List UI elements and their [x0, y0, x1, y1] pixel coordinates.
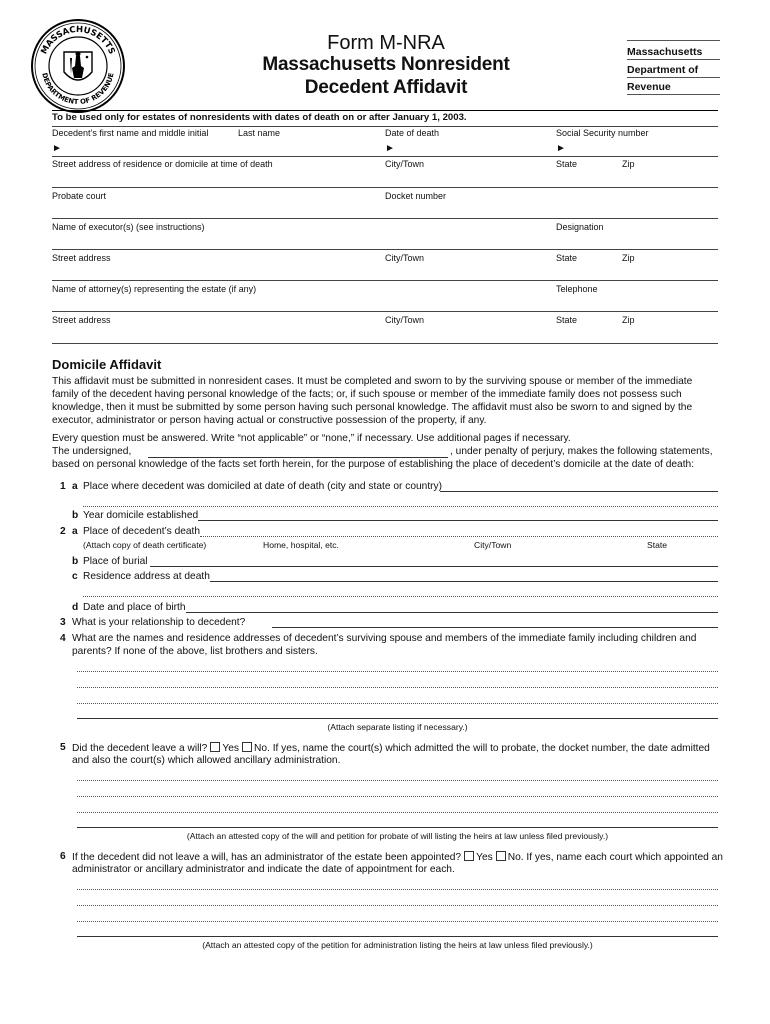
probate-court-label: Probate court	[52, 191, 107, 201]
state-label: State	[556, 159, 578, 169]
svg-text:DEPARTMENT OF REVENUE: DEPARTMENT OF REVENUE	[40, 71, 116, 107]
attorneys-label: Name of attorney(s) representing the estate (if any)	[52, 284, 257, 294]
dept-rule-top	[627, 40, 720, 41]
docket-number-label: Docket number	[385, 191, 447, 201]
header-rule	[52, 110, 718, 111]
arrow-icon: ►	[385, 143, 395, 154]
q5-label: Did the decedent leave a will?	[72, 743, 208, 754]
dept-rule-2	[627, 77, 720, 78]
street-residence-label: Street address of residence or domicile at time of death	[52, 159, 273, 169]
residence-input-line[interactable]	[52, 187, 718, 188]
q6-followup: If yes, name each court which appointed an	[526, 852, 723, 863]
designation-label: Designation	[556, 222, 604, 232]
zip-label: Zip	[622, 315, 635, 325]
question-number: 6	[60, 851, 66, 862]
probate-input-line[interactable]	[52, 218, 718, 219]
svg-text:MASSACHUSETTS: MASSACHUSETTS	[39, 24, 117, 56]
question-letter: a	[72, 526, 78, 537]
q5-followup: If yes, name the court(s) which admitted the will to probate, the docket number, the date admitted	[272, 743, 710, 754]
dept-name-line3: Revenue	[627, 81, 671, 93]
q4-answer-line[interactable]	[77, 687, 718, 688]
question-letter: d	[72, 602, 79, 613]
question-letter: b	[72, 556, 79, 567]
q4-label-line1: What are the names and residence addresses of decedent’s surviving spouse and members of the immediate family including children and	[72, 633, 697, 644]
instructions-text: Every question must be answered. Write “not applicable” or “none,” if necessary. Use additional pages if necessary.	[52, 433, 571, 444]
q5-answer-line[interactable]	[77, 827, 718, 828]
q2a-label: Place of decedent’s death	[83, 526, 201, 537]
first-name-label: Decedent’s first name and middle initial	[52, 128, 209, 138]
purpose-text: based on personal knowledge of the facts set forth herein, for the purpose of establishing the place of decedent’s domicile at the date of death:	[52, 459, 695, 470]
q1b-input[interactable]	[198, 520, 718, 521]
form-title-line1: Massachusetts Nonresident	[262, 54, 510, 75]
q5-line1	[72, 742, 710, 754]
q6-label: If the decedent did not leave a will, has an administrator of the estate been appointed?	[72, 852, 462, 863]
q6-answer-line[interactable]	[77, 889, 718, 890]
city-town-label: City/Town	[385, 253, 425, 263]
street-address-label: Street address	[52, 253, 111, 263]
form-number: Form M-NRA	[327, 32, 445, 54]
q4-note: (Attach separate listing if necessary.)	[327, 722, 468, 732]
date-of-death-label: Date of death	[385, 128, 440, 138]
arrow-icon: ►	[52, 143, 62, 154]
q5-no-checkbox[interactable]	[242, 742, 252, 752]
q6-note: (Attach an attested copy of the petition for administration listing the heirs at law unless filed previously.)	[202, 940, 593, 950]
state-label: State	[556, 253, 578, 263]
undersigned-label: The undersigned,	[52, 446, 132, 457]
q2c-label: Residence address at death	[83, 571, 210, 582]
q2a-city-label: City/Town	[474, 540, 512, 550]
q3-label: What is your relationship to decedent?	[72, 617, 246, 628]
q2c-input[interactable]	[210, 581, 718, 582]
q2b-input[interactable]	[150, 566, 718, 567]
q5-answer-line[interactable]	[77, 780, 718, 781]
q4-answer-line[interactable]	[77, 718, 718, 719]
question-number: 5	[60, 742, 66, 753]
question-letter: c	[72, 571, 78, 582]
form-title-line2: Decedent Affidavit	[304, 77, 468, 98]
street-address-label: Street address	[52, 315, 111, 325]
state-label: State	[556, 315, 578, 325]
dept-name-line1: Massachusetts	[627, 46, 703, 58]
question-number: 2	[60, 526, 66, 537]
q5-yes-checkbox[interactable]	[210, 742, 220, 752]
question-letter: b	[72, 510, 79, 521]
undersigned-name-input[interactable]	[148, 457, 448, 458]
massachusetts-seal-logo	[30, 18, 126, 114]
q5-note: (Attach an attested copy of the will and petition for probate of will listing the heirs at law unless filed previously.)	[186, 831, 609, 841]
intro-paragraph: This affidavit must be submitted in nonresident cases. It must be completed and sworn to by the surviving spouse or member of the immediate family of the decedent having personal knowledge of the facts; or, if such spouse or member of the immediate family does not possess such knowledge, then it must be submitted by some person having such personal knowledge. The affidavit must also be sworn to and signed by the executor, administrator or person having actual or constructive possession of the property, if any.	[52, 376, 693, 426]
last-name-label: Last name	[238, 128, 281, 138]
q2d-input[interactable]	[186, 612, 718, 613]
q5-answer-line[interactable]	[77, 796, 718, 797]
q6-yes-checkbox[interactable]	[464, 851, 474, 861]
q2a-input[interactable]	[200, 536, 718, 537]
executor-address-input-line[interactable]	[52, 280, 718, 281]
no-label: No.	[507, 852, 524, 863]
question-letter: a	[72, 481, 78, 492]
question-number: 3	[60, 617, 66, 628]
question-number: 1	[60, 481, 66, 492]
q2d-label: Date and place of birth	[83, 602, 186, 613]
city-town-label: City/Town	[385, 315, 425, 325]
q5-label-line2: and also the court(s) which allowed ancillary administration.	[72, 755, 341, 766]
arrow-icon: ►	[556, 143, 566, 154]
q6-answer-line[interactable]	[77, 905, 718, 906]
no-label: No.	[253, 743, 270, 754]
yes-label: Yes	[222, 743, 239, 754]
q2c-continuation-line[interactable]	[83, 596, 718, 597]
field-rule	[52, 126, 718, 127]
q6-answer-line[interactable]	[77, 921, 718, 922]
q1a-input[interactable]	[440, 491, 718, 492]
notice-text: To be used only for estates of nonresidents with dates of death on or after January 1, 2003.	[52, 112, 467, 123]
attorney-address-input-line[interactable]	[52, 343, 718, 344]
q4-answer-line[interactable]	[77, 703, 718, 704]
section-title: Domicile Affidavit	[52, 357, 162, 372]
q6-label-line2: administrator or ancillary administrator and indicate the date of appointment for each.	[72, 864, 455, 875]
undersigned-statement: , under penalty of perjury, makes the following statements,	[450, 446, 713, 457]
dept-name-line2: Department of	[627, 64, 699, 76]
q1a-continuation-line[interactable]	[83, 506, 718, 507]
q2b-label: Place of burial	[83, 556, 148, 567]
q2a-hospital-label: Home, hospital, etc.	[263, 540, 339, 550]
zip-label: Zip	[622, 159, 635, 169]
q4-label-line2: parents? If none of the above, list brothers and sisters.	[72, 646, 318, 657]
executors-label: Name of executor(s) (see instructions)	[52, 222, 205, 232]
q2a-state-label: State	[647, 540, 668, 550]
q3-input[interactable]	[272, 627, 718, 628]
dept-rule-bottom	[627, 94, 720, 95]
executor-input-line[interactable]	[52, 249, 718, 250]
zip-label: Zip	[622, 253, 635, 263]
q5-answer-line[interactable]	[77, 812, 718, 813]
q6-no-checkbox[interactable]	[496, 851, 506, 861]
city-town-label: City/Town	[385, 159, 425, 169]
yes-label: Yes	[476, 852, 493, 863]
question-number: 4	[60, 633, 66, 644]
name-input-line[interactable]	[52, 156, 718, 157]
q1b-label: Year domicile established	[83, 510, 199, 521]
telephone-label: Telephone	[556, 284, 598, 294]
q1a-label: Place where decedent was domiciled at date of death (city and state or country)	[83, 481, 443, 492]
ssn-label: Social Security number	[556, 128, 649, 138]
q6-answer-line[interactable]	[77, 936, 718, 937]
attorney-input-line[interactable]	[52, 311, 718, 312]
q6-line1	[72, 851, 723, 863]
dept-rule-1	[627, 59, 720, 60]
q4-answer-line[interactable]	[77, 671, 718, 672]
q2a-attach-note: (Attach copy of death certificate)	[83, 540, 207, 550]
